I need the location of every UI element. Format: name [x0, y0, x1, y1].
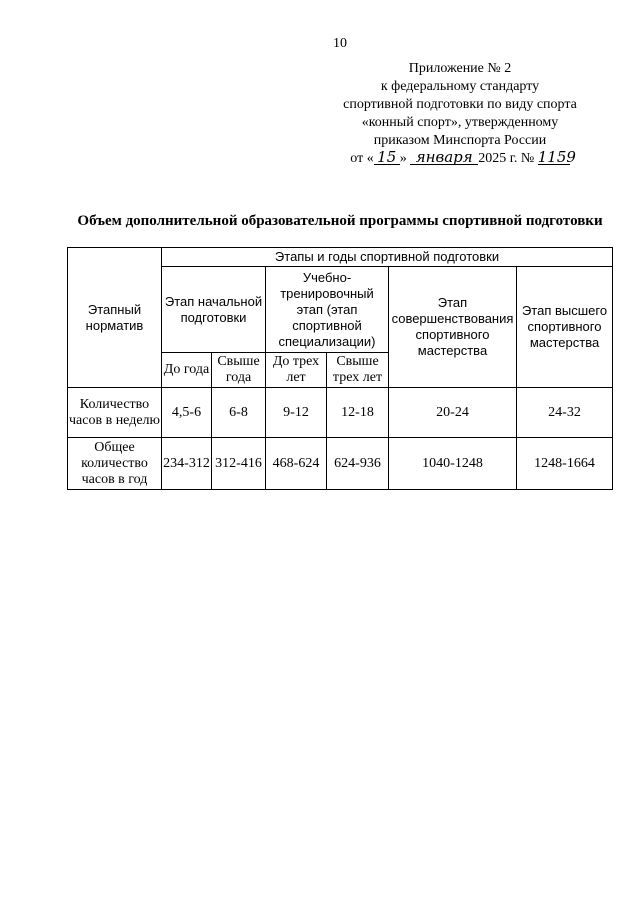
subheader-over-three-years: Свыше трех лет: [327, 353, 389, 388]
date-sep: »: [399, 151, 407, 166]
table-cell: 24-32: [517, 388, 613, 438]
stage-header-improvement: Этап совершенствования спортивного мастерства: [389, 267, 517, 388]
stage-header-higher: Этап высшего спортивного мастерства: [517, 267, 613, 388]
subheader-over-year: Свыше года: [212, 353, 266, 388]
row-header-label: Этапный норматив: [68, 248, 162, 388]
appendix-line: спортивной подготовки по виду спорта: [343, 97, 577, 112]
appendix-line: приказом Минспорта России: [373, 133, 547, 148]
table-cell: 9-12: [266, 388, 327, 438]
table-cell: 624-936: [327, 438, 389, 490]
table-cell: 468-624: [266, 438, 327, 490]
page-number: 10: [333, 36, 347, 51]
order-number: 1159: [537, 148, 576, 166]
stage-header-initial: Этап начальной подготовки: [162, 267, 266, 353]
table-cell: 312-416: [212, 438, 266, 490]
table-cell: 6-8: [212, 388, 266, 438]
table-row: [68, 438, 613, 490]
date-month: января: [410, 150, 478, 165]
row-label: Количество часов в неделю: [68, 388, 162, 438]
stage-header-training: Учебно-тренировочный этап (этап спортивной специализации): [266, 267, 389, 353]
document-title: Объем дополнительной образовательной программы спортивной подготовки: [77, 213, 603, 229]
appendix-header: [310, 60, 610, 168]
group-header: Этапы и годы спортивной подготовки: [162, 248, 613, 267]
row-label: Общее количество часов в год: [68, 438, 162, 490]
table-cell: 234-312: [162, 438, 212, 490]
table-row: [68, 388, 613, 438]
table-cell: 4,5-6: [162, 388, 212, 438]
appendix-line: к федеральному стандарту: [380, 79, 540, 94]
date-prefix: от «: [350, 151, 374, 166]
table-cell: 20-24: [389, 388, 517, 438]
order-date-line: [310, 150, 610, 168]
appendix-line: «конный спорт», утвержденному: [361, 115, 559, 130]
subheader-up-to-three-years: До трех лет: [266, 353, 327, 388]
norms-table: [67, 247, 613, 490]
table-cell: 1040-1248: [389, 438, 517, 490]
date-year: 2025 г. №: [478, 151, 535, 166]
table-cell: 12-18: [327, 388, 389, 438]
appendix-title: Приложение № 2: [408, 61, 512, 76]
table-cell: 1248-1664: [517, 438, 613, 490]
subheader-up-to-year: До года: [162, 353, 212, 388]
date-day: 15: [374, 150, 400, 165]
